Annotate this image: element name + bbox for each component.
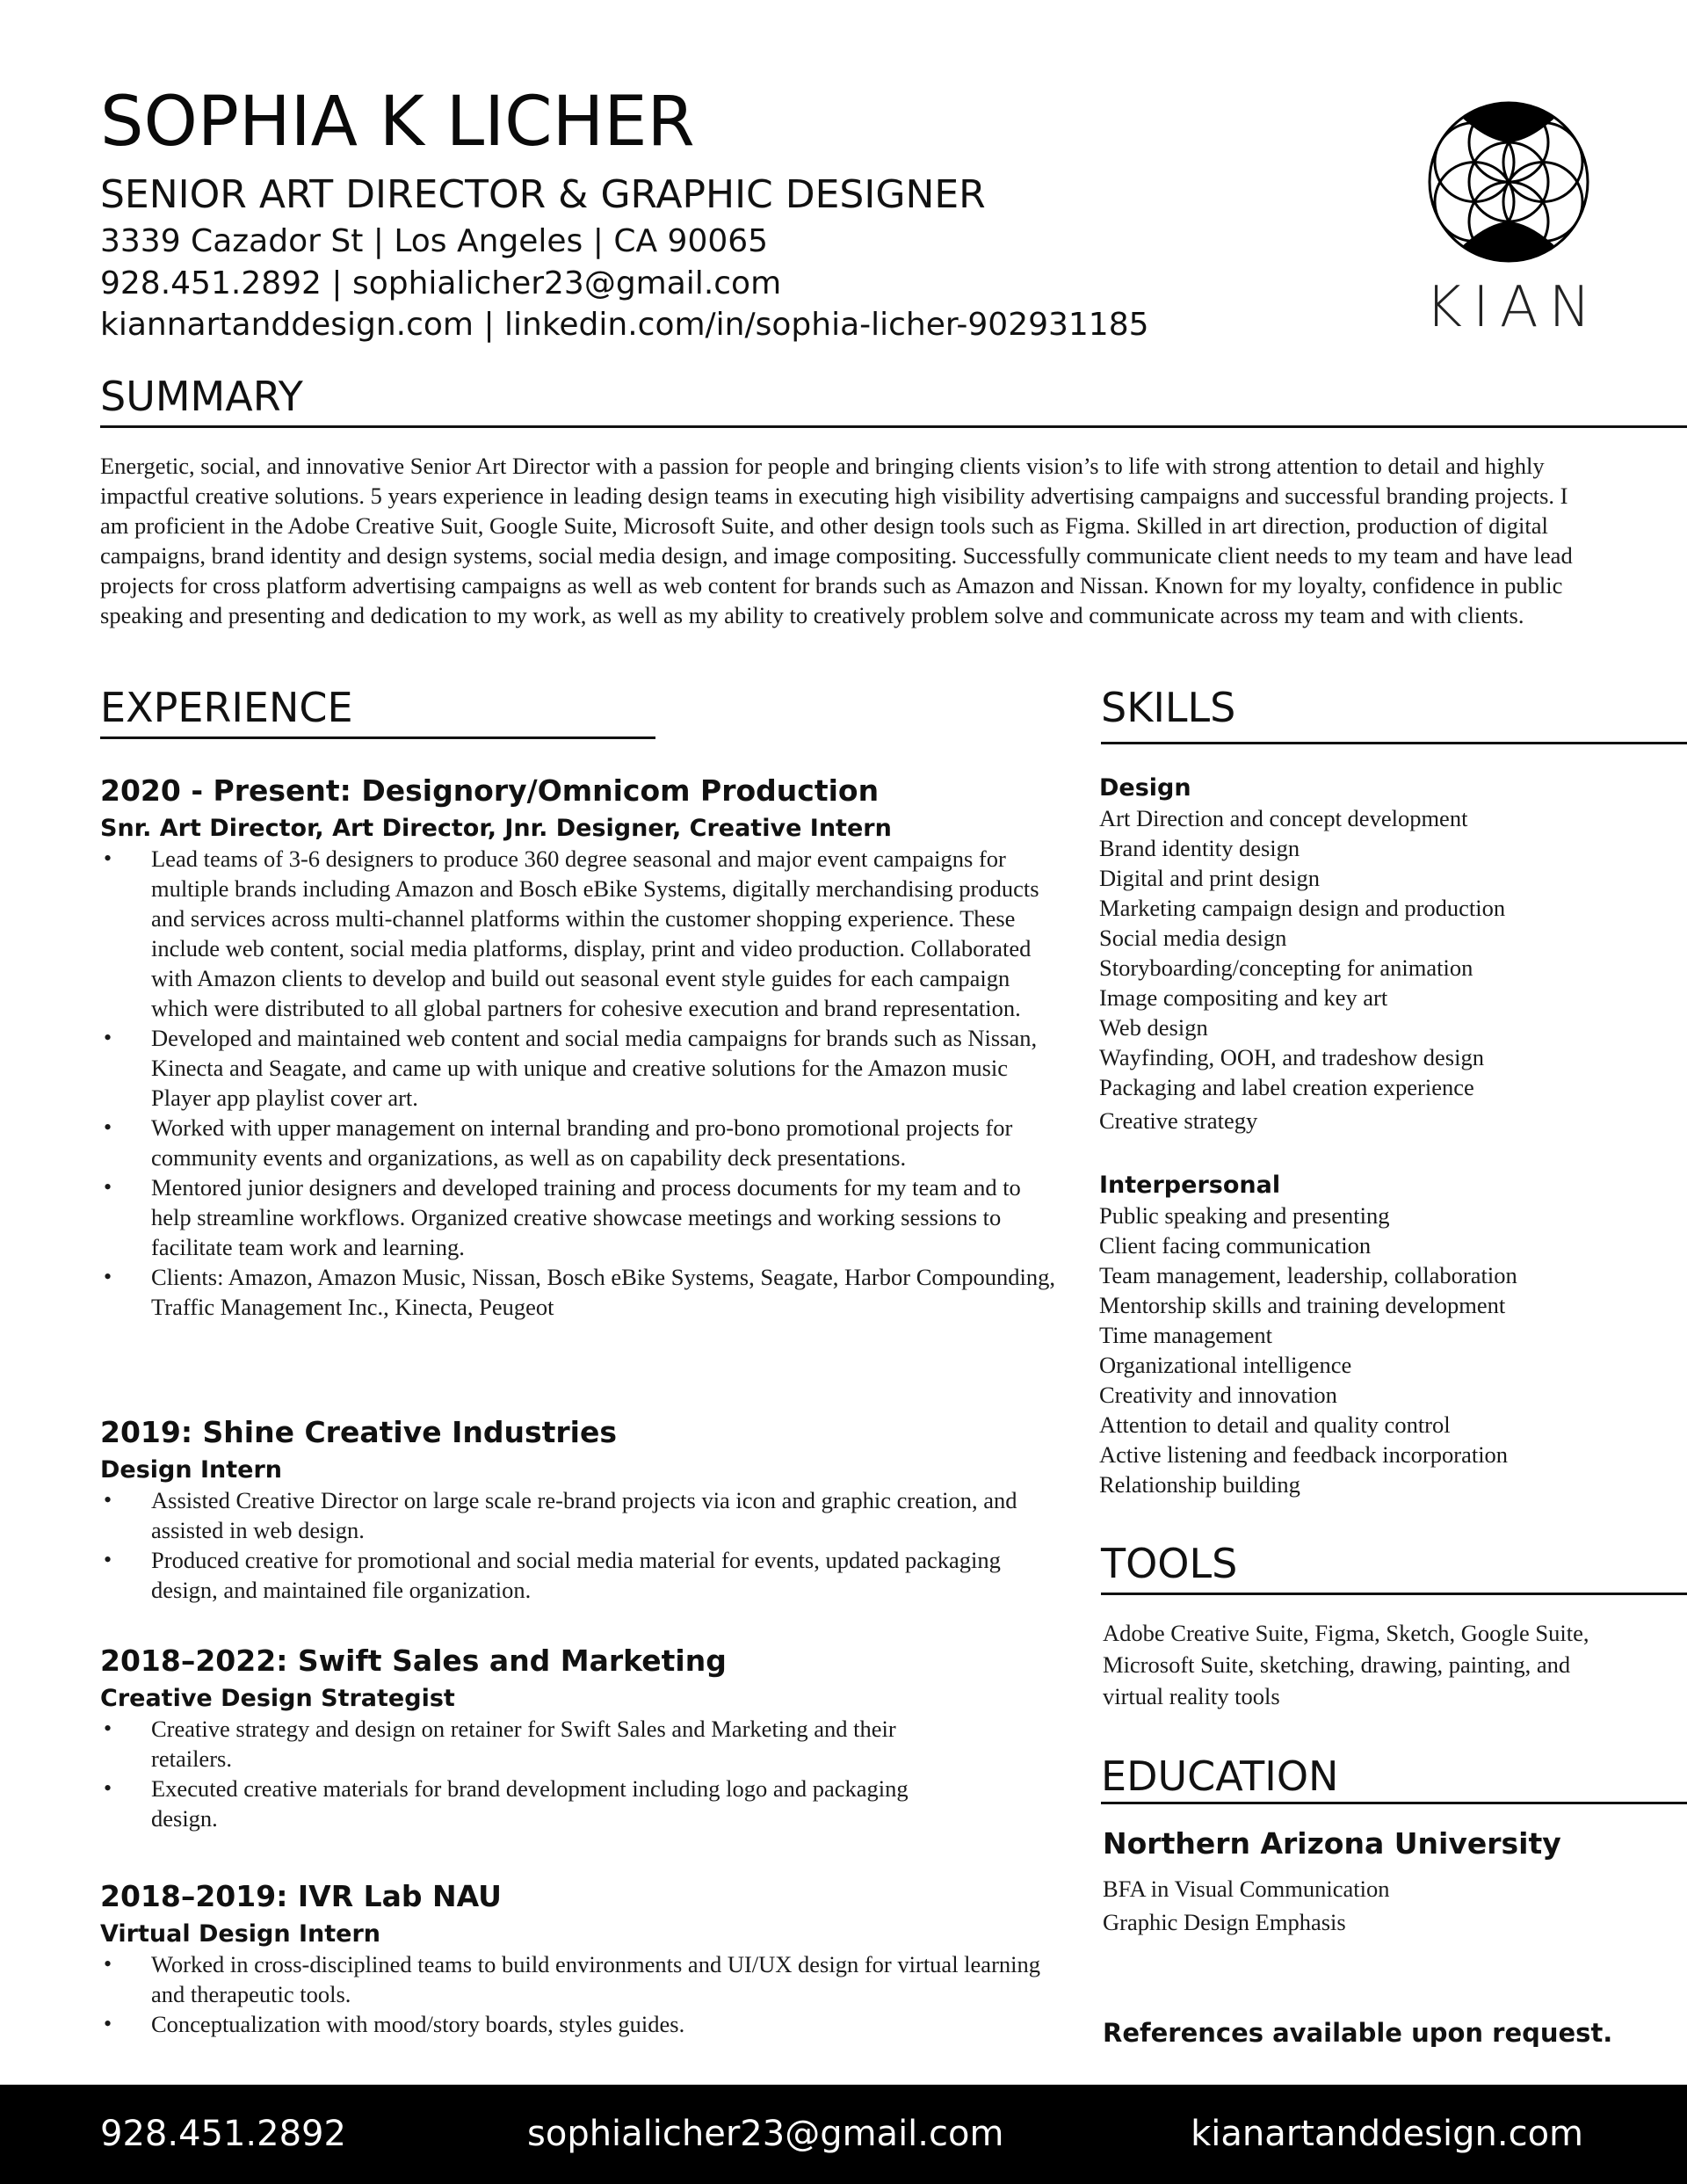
job-role: Creative Design Strategist <box>100 1685 455 1712</box>
job-bullet: • Clients: Amazon, Amazon Music, Nissan, Bosch eBike Systems, Seagate, Harbor Compounding, Traffic Management Inc., Kinecta, Peugeot <box>100 1262 1067 1322</box>
job-role: Design Intern <box>100 1456 283 1484</box>
job-bullet: • Worked with upper management on internal branding and pro-bono promotional projects for community events and organizations, as well as on capability deck presentations. <box>100 1113 1067 1172</box>
job-bullets <box>100 844 1067 1322</box>
skill-item: Creativity and innovation <box>1099 1382 1337 1408</box>
job-heading: 2018–2022: Swift Sales and Marketing <box>100 1643 727 1678</box>
job-bullet: • Developed and maintained web content and social media campaigns for brands such as Nissan, Kinecta and Seagate, and came up with unique and creative solutions for the Amazon music Player app playlist cover art. <box>100 1023 1067 1113</box>
job-entry <box>100 773 1067 1322</box>
footer-phone: 928.451.2892 <box>100 2114 346 2154</box>
skill-group-title: Design <box>1099 774 1191 802</box>
skill-group-interpersonal <box>1099 1171 1679 1499</box>
job-bullet: • Creative strategy and design on retainer for Swift Sales and Marketing and their retailers. <box>100 1714 926 1774</box>
skill-item: Active listening and feedback incorporation <box>1099 1441 1509 1468</box>
skill-group-design <box>1099 773 1679 1136</box>
skill-item: Public speaking and presenting <box>1099 1202 1390 1229</box>
skill-item: Team management, leadership, collaboration <box>1099 1262 1517 1288</box>
summary-text: Energetic, social, and innovative Senior Art Director with a passion for people and bringing clients vision’s to life with strong attention to detail and highly impactful creative solutions. 5 years experience in leading design teams in executing high visibility advertising campaigns and successful branding projects. I am proficient in the Adobe Creative Suit, Google Suite, Microsoft Suite, and other design tools such as Figma. Skilled in art direction, production of digital campaigns, brand identity and design systems, social media design, and image compositing. Successfully communicate client needs to my team and have lead projects for cross platform advertising campaigns as well as web content for brands such as Amazon and Nissan. Known for my loyalty, confidence in public speaking and presenting and dedication to my work, as well as my ability to creatively problem solve and communicate across my team and with clients. <box>100 453 1573 628</box>
logo-wordmark: KIAN <box>1425 275 1602 340</box>
job-bullets <box>100 1949 1067 2039</box>
education-heading: EDUCATION <box>1101 1752 1339 1800</box>
job-entry <box>100 1879 1067 2039</box>
job-bullets <box>100 1714 926 1833</box>
job-entry <box>100 1415 1067 1605</box>
skill-item: Storyboarding/concepting for animation <box>1099 954 1473 981</box>
education-emphasis: Graphic Design Emphasis <box>1103 1909 1346 1935</box>
skill-item: Art Direction and concept development <box>1099 805 1468 831</box>
resume-name: SOPHIA K LICHER <box>100 83 695 162</box>
skill-item: Time management <box>1099 1322 1273 1348</box>
tools-divider <box>1101 1593 1687 1595</box>
skill-item: Mentorship skills and training development <box>1099 1292 1506 1318</box>
skill-item: Creative strategy <box>1099 1107 1258 1134</box>
job-title: SENIOR ART DIRECTOR & GRAPHIC DESIGNER <box>100 172 986 217</box>
job-heading: 2018–2019: IVR Lab NAU <box>100 1879 502 1913</box>
skill-group-title: Interpersonal <box>1099 1172 1281 1199</box>
job-bullet: • Assisted Creative Director on large scale re-brand projects via icon and graphic creation, and assisted in web design. <box>100 1485 1067 1545</box>
tools-text: Adobe Creative Suite, Figma, Sketch, Google Suite, Microsoft Suite, sketching, drawing, painting, and virtual reality tools <box>1103 1620 1589 1709</box>
flower-of-life-logo-icon <box>1428 97 1590 268</box>
skill-item: Marketing campaign design and production <box>1099 895 1506 921</box>
contact-web-links: kiannartanddesign.com | linkedin.com/in/sophia-licher-902931185 <box>100 307 1149 343</box>
skill-item: Brand identity design <box>1099 835 1300 861</box>
job-role: Snr. Art Director, Art Director, Jnr. Designer, Creative Intern <box>100 815 892 842</box>
footer-website: kianartanddesign.com <box>1191 2114 1583 2154</box>
skill-item: Social media design <box>1099 925 1287 951</box>
skills-divider <box>1101 742 1687 744</box>
skill-item: Image compositing and key art <box>1099 984 1388 1011</box>
job-heading: 2020 - Present: Designory/Omnicom Production <box>100 773 880 808</box>
skill-item: Client facing communication <box>1099 1232 1372 1259</box>
skill-list <box>1099 1201 1679 1499</box>
education-school: Northern Arizona University <box>1103 1826 1561 1861</box>
job-role: Virtual Design Intern <box>100 1920 381 1948</box>
job-heading: 2019: Shine Creative Industries <box>100 1415 617 1449</box>
references-note: References available upon request. <box>1103 2018 1613 2048</box>
job-entry <box>100 1643 1067 1833</box>
footer-bar <box>0 2085 1687 2184</box>
experience-divider <box>100 736 655 739</box>
job-bullet: • Worked in cross-disciplined teams to build environments and UI/UX design for virtual learning and therapeutic tools. <box>100 1949 1067 2009</box>
contact-address: 3339 Cazador St | Los Angeles | CA 90065 <box>100 223 769 259</box>
skill-item: Packaging and label creation experience <box>1099 1074 1474 1100</box>
job-bullet: • Conceptualization with mood/story boards, styles guides. <box>100 2009 1067 2039</box>
skill-item: Digital and print design <box>1099 865 1320 891</box>
skill-item: Relationship building <box>1099 1471 1300 1498</box>
skill-item: Wayfinding, OOH, and tradeshow design <box>1099 1044 1484 1070</box>
job-bullet: • Produced creative for promotional and social media material for events, updated packaging design, and maintained file organization. <box>100 1545 1067 1605</box>
job-bullets <box>100 1485 1067 1605</box>
job-bullet: • Lead teams of 3-6 designers to produce 360 degree seasonal and major event campaigns for multiple brands including Amazon and Bosch eBike Systems, digitally merchandising products and services across multi-channel platforms within the customer shopping experience. These include web content, social media platforms, display, print and video production. Collaborated with Amazon clients to develop and build out seasonal event style guides for each campaign which were distributed to all global partners for cohesive execution and brand representation. <box>100 844 1067 1023</box>
skill-item: Web design <box>1099 1014 1208 1041</box>
experience-heading: EXPERIENCE <box>100 684 353 731</box>
tools-heading: TOOLS <box>1101 1540 1238 1587</box>
skills-heading: SKILLS <box>1101 684 1236 731</box>
job-bullet: • Executed creative materials for brand development including logo and packaging design. <box>100 1774 926 1833</box>
skill-item: Organizational intelligence <box>1099 1352 1352 1378</box>
contact-phone-email: 928.451.2892 | sophialicher23@gmail.com <box>100 265 782 301</box>
education-degree: BFA in Visual Communication <box>1103 1876 1390 1902</box>
footer-email: sophialicher23@gmail.com <box>527 2114 1004 2154</box>
skill-item: Attention to detail and quality control <box>1099 1411 1451 1438</box>
education-divider <box>1101 1802 1687 1804</box>
job-bullet: • Mentored junior designers and developed training and process documents for my team and to help streamline workflows. Organized creative showcase meetings and working sessions to facilitate team work and learning. <box>100 1172 1067 1262</box>
summary-divider <box>100 425 1687 428</box>
summary-heading: SUMMARY <box>100 373 303 420</box>
skill-list <box>1099 803 1679 1136</box>
